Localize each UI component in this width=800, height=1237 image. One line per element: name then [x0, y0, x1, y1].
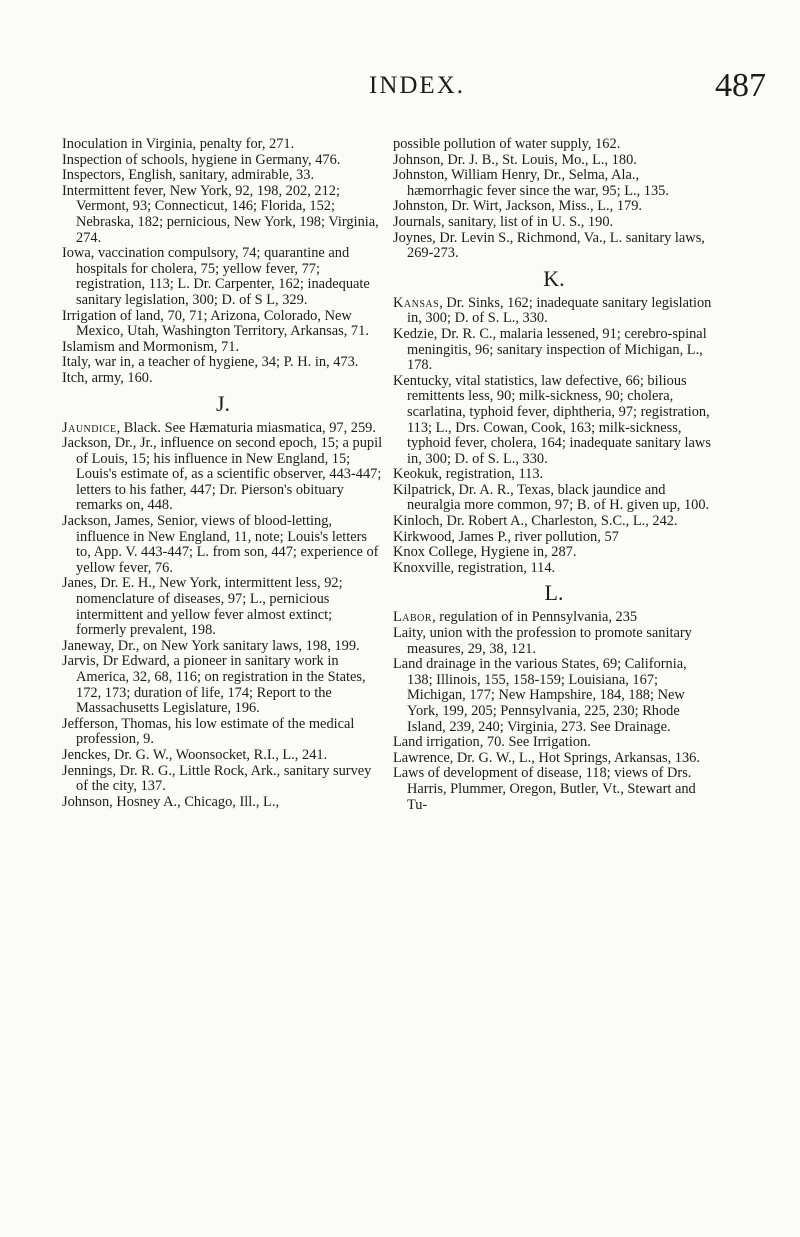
- index-section-i: [62, 137, 384, 387]
- index-entry: possible pollution of water supply, 162.: [393, 136, 621, 152]
- index-entry: Land drainage in the various States, 69; California, 138; Illinois, 155, 158-159; Louisiana, 167; Michigan, 177; New Hampshire, 184, 188; New York, 199, 205; Pennsylvania, 225, 230; Rhode Island, 239, 240; Virginia, 273. See Drainage.: [393, 656, 687, 735]
- section-letter-k: K.: [543, 265, 565, 291]
- index-section-k: [393, 327, 715, 577]
- entry-head: Kansas: [393, 294, 440, 311]
- index-entry: Joynes, Dr. Levin S., Richmond, Va., L. sanitary laws, 269-273.: [393, 229, 705, 262]
- index-entry: Journals, sanitary, list of in U. S., 190.: [393, 213, 614, 230]
- entry-text: , regulation of in Pennsylvania, 235: [432, 609, 638, 626]
- index-entry: Johnson, Hosney A., Chicago, Ill., L.,: [62, 793, 280, 810]
- index-entry: [62, 421, 384, 437]
- index-entry: Itch, army, 160.: [62, 369, 153, 386]
- index-entry: Jarvis, Dr Edward, a pioneer in sanitary work in America, 32, 68, 116; on registration in the States, 172, 173; duration of life, 174; Report to the Massachusetts Legislature, 196.: [62, 653, 366, 717]
- index-entry: Irrigation of land, 70, 71; Arizona, Colorado, New Mexico, Utah, Washington Territory, Arkansas, 71.: [62, 307, 369, 340]
- page-header: [0, 67, 800, 112]
- index-entry: Land irrigation, 70. See Irrigation.: [393, 734, 591, 751]
- index-entry: Inoculation in Virginia, penalty for, 271.: [62, 136, 295, 152]
- section-letter-l: L.: [544, 580, 564, 606]
- index-entry: Janeway, Dr., on New York sanitary laws, 198, 199.: [62, 637, 360, 654]
- right-column: [393, 137, 715, 813]
- index-entry: Lawrence, Dr. G. W., L., Hot Springs, Arkansas, 136.: [393, 749, 700, 766]
- entry-head: Jaundice: [62, 419, 117, 436]
- index-section-l: [393, 626, 715, 813]
- index-entry: Knox College, Hygiene in, 287.: [393, 544, 577, 561]
- index-entry: Iowa, vaccination compulsory, 74; quarantine and hospitals for cholera, 75; yellow fever, 77; registration, 113; L. Dr. Carpenter, 162; inadequate sanitary legislation, 300; D. of S L, 329.: [62, 245, 370, 308]
- section-letter-j: J.: [215, 390, 231, 416]
- index-entry: Jefferson, Thomas, his low estimate of the medical profession, 9.: [62, 715, 355, 748]
- index-entry: [393, 610, 715, 626]
- index-entry: Johnston, William Henry, Dr., Selma, Ala., hæmorrhagic fever since the war, 95; L., 135.: [393, 167, 669, 199]
- index-entry: Kinloch, Dr. Robert A., Charleston, S.C., L., 242.: [393, 513, 678, 530]
- index-entry: Knoxville, registration, 114.: [393, 559, 556, 576]
- page-title: INDEX.: [369, 72, 466, 99]
- index-entry: Kilpatrick, Dr. A. R., Texas, black jaundice and neuralgia more common, 97; B. of H. given up, 100.: [393, 481, 710, 514]
- index-section-j-continued: [393, 137, 715, 262]
- index-entry: Kirkwood, James P., river pollution, 57: [393, 528, 619, 545]
- entry-text: , Black. See Hæmaturia miasmatica, 97, 259.: [116, 419, 376, 436]
- index-entry: Johnston, Dr. Wirt, Jackson, Miss., L., 179.: [393, 198, 642, 215]
- index-entry: Jennings, Dr. R. G., Little Rock, Ark., sanitary survey of the city, 137.: [62, 762, 372, 795]
- index-entry: Kedzie, Dr. R. C., malaria lessened, 91; cerebro-spinal meningitis, 96; sanitary inspection of Michigan, L., 178.: [393, 325, 707, 374]
- index-entry: Laity, union with the profession to promote sanitary measures, 29, 38, 121.: [393, 625, 692, 657]
- index-entry: Kentucky, vital statistics, law defective, 66; bilious remittents less, 90; milk-sickness, 90; cholera, scarlatina, typhoid fever, diphtheria, 97; registration, 113; L., Drs. Cowan, Cook, 163; milk-sickness, typhoid fever, cholera, 164; inadequate sanitary laws in, 300; D. of S. L., 330.: [393, 372, 711, 467]
- index-entry: Inspectors, English, sanitary, admirable, 33.: [62, 167, 315, 184]
- index-entry: Inspection of schools, hygiene in Germany, 476.: [62, 151, 341, 168]
- entry-head: Labor: [393, 609, 433, 626]
- index-entry: Jackson, James, Senior, views of blood-letting, influence in New England, 11, note; Louis's letters to, App. V. 443-447; L. from son, 447; experience of yellow fever, 76.: [62, 513, 379, 576]
- index-entry: Laws of development of disease, 118; views of Drs. Harris, Plummer, Oregon, Butler, Vt., Stewart and Tu-: [393, 765, 696, 813]
- index-entry: Janes, Dr. E. H., New York, intermittent less, 92; nomenclature of diseases, 97; L., pernicious intermittent and yellow fever almost extinct; formerly prevalent, 198.: [62, 575, 343, 639]
- index-entry: Jenckes, Dr. G. W., Woonsocket, R.I., L., 241.: [62, 746, 328, 763]
- page-number: 487: [715, 67, 766, 104]
- index-entry: Intermittent fever, New York, 92, 198, 202, 212; Vermont, 93; Connecticut, 146; Florida, 152; Nebraska, 182; pernicious, New York, 198; Virginia, 274.: [62, 182, 379, 246]
- index-entry: Jackson, Dr., Jr., influence on second epoch, 15; a pupil of Louis, 15; his influence in New England, 15; Louis's estimate of, as a scientific observer, 443-447; letters to his father, 447; Dr. Pierson's obituary remarks on, 448.: [62, 435, 383, 514]
- index-entry: Islamism and Mormonism, 71.: [62, 338, 240, 355]
- index-section-j: [62, 436, 384, 810]
- index-entry: Keokuk, registration, 113.: [393, 466, 544, 483]
- index-entry: [393, 296, 715, 327]
- index-entry: Italy, war in, a teacher of hygiene, 34; P. H. in, 473.: [62, 354, 359, 371]
- entry-text: , Dr. Sinks, 162; inadequate sanitary legislation in, 300; D. of S. L., 330.: [407, 294, 712, 327]
- index-entry: Johnson, Dr. J. B., St. Louis, Mo., L., 180.: [393, 151, 637, 168]
- left-column: [62, 137, 384, 810]
